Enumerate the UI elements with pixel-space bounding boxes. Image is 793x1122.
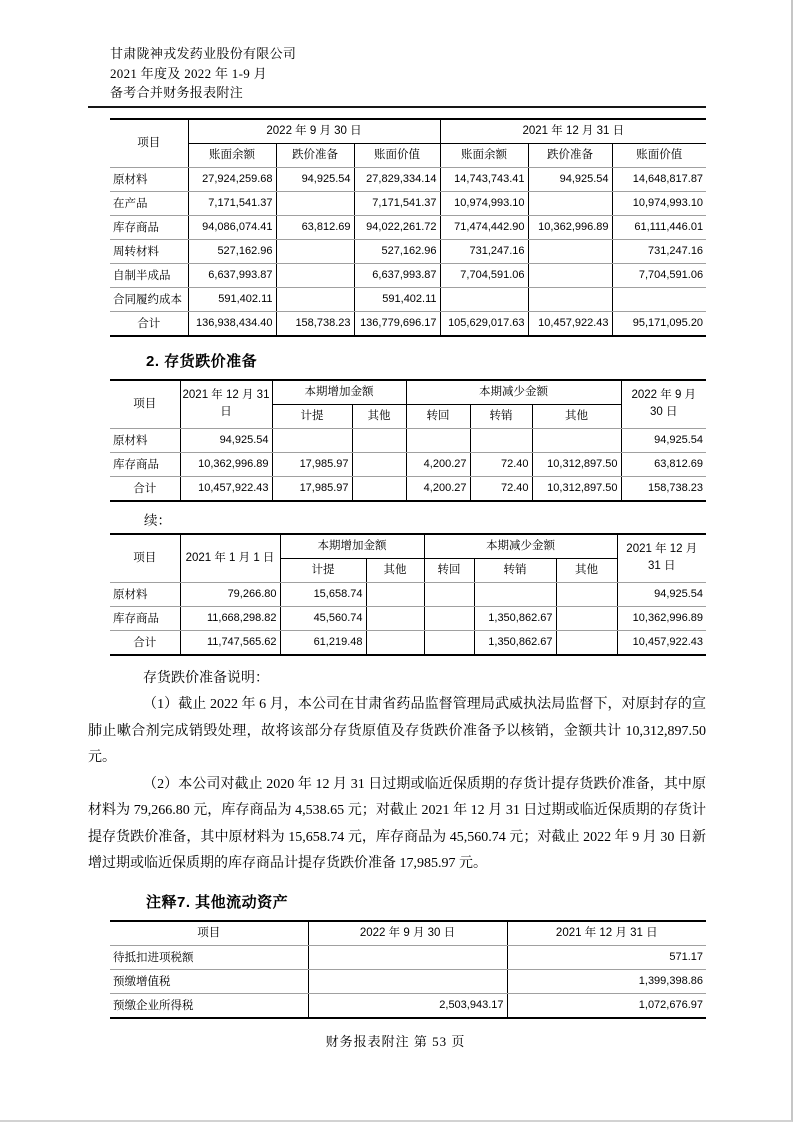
cell-value: 94,925.54: [276, 167, 354, 191]
cell-value: [528, 239, 612, 263]
cell-value: [366, 630, 424, 655]
col-header: 计提: [280, 558, 366, 582]
cell-value: 1,350,862.67: [474, 606, 556, 630]
cell-value: [276, 239, 354, 263]
row-label: 在产品: [110, 191, 188, 215]
cell-value: 94,925.54: [528, 167, 612, 191]
table-row: [110, 993, 706, 1018]
table-row: [110, 945, 706, 969]
cell-value: [366, 606, 424, 630]
col-header: 本期减少金额: [424, 534, 617, 559]
cell-value: 7,171,541.37: [354, 191, 440, 215]
cell-value: 10,457,922.43: [180, 476, 272, 501]
col-header: 转销: [470, 404, 532, 428]
cell-value: 94,086,074.41: [188, 215, 276, 239]
row-label: 待抵扣进项税额: [110, 945, 308, 969]
cell-value: 95,171,095.20: [612, 311, 706, 336]
row-label: 自制半成品: [110, 263, 188, 287]
table-row: [110, 606, 706, 630]
col-header: 其他: [556, 558, 617, 582]
cell-value: 63,812.69: [276, 215, 354, 239]
row-label: 原材料: [110, 582, 180, 606]
col-header: 计提: [272, 404, 352, 428]
cell-value: 158,738.23: [276, 311, 354, 336]
cell-value: 71,474,442.90: [440, 215, 528, 239]
cell-value: 10,457,922.43: [528, 311, 612, 336]
table-row: [110, 167, 706, 191]
col-header: 转销: [474, 558, 556, 582]
table-row: [110, 476, 706, 501]
cell-value: 591,402.11: [188, 287, 276, 311]
cell-value: [352, 452, 406, 476]
col-header: 项目: [110, 921, 308, 946]
cell-value: 571.17: [507, 945, 706, 969]
col-header: 账面余额: [440, 143, 528, 167]
cell-value: 105,629,017.63: [440, 311, 528, 336]
table-row: [110, 534, 706, 559]
cell-value: 4,200.27: [406, 452, 470, 476]
table-row: [110, 969, 706, 993]
report-title: 备考合并财务报表附注: [110, 85, 244, 100]
cell-value: [308, 969, 507, 993]
col-header: 2021 年 1 月 1 日: [180, 534, 280, 583]
cell-value: 10,362,996.89: [180, 452, 272, 476]
cell-value: 94,925.54: [617, 582, 706, 606]
report-period: 2021 年度及 2022 年 1-9 月: [110, 65, 267, 81]
col-header: 2021 年 12 月 31 日: [617, 534, 706, 583]
cell-value: [424, 582, 474, 606]
cell-value: 61,111,446.01: [612, 215, 706, 239]
cell-value: [474, 582, 556, 606]
cell-value: 15,658.74: [280, 582, 366, 606]
cell-value: 136,938,434.40: [188, 311, 276, 336]
note-paragraph-2: （2）本公司对截止 2020 年 12 月 31 日过期或临近保质期的存货计提存货跌价准备，其中原材料为 79,266.80 元，库存商品为 4,538.65 元；对截止 2021 年 12 月 31 日过期或临近保质期的存货计提存货跌价准备，其中原材料为 15,658.74 元，库存商品为 45,560.74 元；对截止 2022 年 9 月 30 日新增过期或临近保质期的库存商品计提存货跌价准备 17,985.97 元。: [88, 776, 706, 871]
cell-value: [424, 630, 474, 655]
cell-value: 1,350,862.67: [474, 630, 556, 655]
cell-value: [352, 476, 406, 501]
table-row: [110, 143, 706, 167]
col-header: 跌价准备: [528, 143, 612, 167]
cell-value: 27,924,259.68: [188, 167, 276, 191]
cell-value: 10,362,996.89: [617, 606, 706, 630]
col-header: 2021 年 12 月 31 日: [507, 921, 706, 946]
cell-value: 10,974,993.10: [440, 191, 528, 215]
table-row: [110, 215, 706, 239]
cell-value: 79,266.80: [180, 582, 280, 606]
cell-value: 6,637,993.87: [188, 263, 276, 287]
cell-value: [556, 630, 617, 655]
table-row: [110, 239, 706, 263]
cell-value: 14,743,743.41: [440, 167, 528, 191]
col-header: 账面价值: [612, 143, 706, 167]
cell-value: 527,162.96: [188, 239, 276, 263]
table-row: [110, 263, 706, 287]
cell-value: 136,779,696.17: [354, 311, 440, 336]
col-header: 转回: [406, 404, 470, 428]
cell-value: 10,312,897.50: [532, 476, 621, 501]
col-header: 本期减少金额: [406, 380, 621, 405]
cell-value: [366, 582, 424, 606]
cell-value: 27,829,334.14: [354, 167, 440, 191]
row-label: 预缴增值税: [110, 969, 308, 993]
header-rule: [88, 106, 706, 108]
other-current-assets-table: [110, 920, 706, 1019]
cell-value: [406, 428, 470, 452]
cell-value: 1,072,676.97: [507, 993, 706, 1018]
table-row: [110, 630, 706, 655]
other-current-assets-heading: 注释7. 其他流动资产: [146, 893, 289, 911]
row-label: 库存商品: [110, 215, 188, 239]
cell-value: 10,974,993.10: [612, 191, 706, 215]
col-header: 2022 年 9 月 30 日: [621, 380, 706, 429]
cell-value: 2,503,943.17: [308, 993, 507, 1018]
table-row: [110, 311, 706, 336]
cell-value: [308, 945, 507, 969]
col-header: 跌价准备: [276, 143, 354, 167]
col-header: 项目: [110, 534, 180, 583]
cell-value: 158,738.23: [621, 476, 706, 501]
col-header: 2022 年 9 月 30 日: [188, 119, 440, 144]
cell-value: [276, 263, 354, 287]
cell-value: [528, 287, 612, 311]
table-row: [110, 582, 706, 606]
cell-value: [352, 428, 406, 452]
cell-value: 61,219.48: [280, 630, 366, 655]
inventory-provision-heading: 2. 存货跌价准备: [146, 352, 258, 370]
cell-value: 10,457,922.43: [617, 630, 706, 655]
row-label: 库存商品: [110, 606, 180, 630]
row-label: 原材料: [110, 167, 188, 191]
cell-value: [528, 191, 612, 215]
cell-value: 94,925.54: [621, 428, 706, 452]
cell-value: 6,637,993.87: [354, 263, 440, 287]
cell-value: 731,247.16: [612, 239, 706, 263]
cell-value: 10,362,996.89: [528, 215, 612, 239]
cell-value: [470, 428, 532, 452]
cell-value: 527,162.96: [354, 239, 440, 263]
row-label: 预缴企业所得税: [110, 993, 308, 1018]
report-header: [110, 44, 706, 103]
cell-value: 731,247.16: [440, 239, 528, 263]
cell-value: 591,402.11: [354, 287, 440, 311]
cell-value: [272, 428, 352, 452]
table-row: [110, 119, 706, 144]
table-row: [110, 428, 706, 452]
cell-value: [424, 606, 474, 630]
row-label: 原材料: [110, 428, 180, 452]
col-header: 2022 年 9 月 30 日: [308, 921, 507, 946]
col-header: 2021 年 12 月 31 日: [440, 119, 706, 144]
col-header: 本期增加金额: [280, 534, 424, 559]
col-header: 账面价值: [354, 143, 440, 167]
col-header: 2021 年 12 月 31 日: [180, 380, 272, 429]
row-label: 合同履约成本: [110, 287, 188, 311]
cell-value: [612, 287, 706, 311]
table-row: [110, 191, 706, 215]
row-label: 合计: [110, 630, 180, 655]
cell-value: 4,200.27: [406, 476, 470, 501]
provision-notes: [88, 666, 706, 878]
cell-value: 94,022,261.72: [354, 215, 440, 239]
cell-value: [440, 287, 528, 311]
table-row: [110, 452, 706, 476]
col-header: 账面余额: [188, 143, 276, 167]
cell-value: 72.40: [470, 476, 532, 501]
cell-value: 45,560.74: [280, 606, 366, 630]
cell-value: [276, 287, 354, 311]
cell-value: 63,812.69: [621, 452, 706, 476]
note-intro: 存货跌价准备说明：: [143, 670, 269, 686]
row-label: 合计: [110, 311, 188, 336]
col-header: 项目: [110, 380, 180, 429]
row-label: 合计: [110, 476, 180, 501]
cell-value: 14,648,817.87: [612, 167, 706, 191]
cell-value: 10,312,897.50: [532, 452, 621, 476]
col-header: 其他: [366, 558, 424, 582]
cell-value: 1,399,398.86: [507, 969, 706, 993]
col-header: 其他: [532, 404, 621, 428]
cell-value: 72.40: [470, 452, 532, 476]
cell-value: [276, 191, 354, 215]
continuation-label: 续：: [144, 512, 171, 528]
col-header: 其他: [352, 404, 406, 428]
cell-value: [532, 428, 621, 452]
cell-value: 11,747,565.62: [180, 630, 280, 655]
provision-prior-period-table: [110, 533, 706, 656]
cell-value: 94,925.54: [180, 428, 272, 452]
table-row: [110, 921, 706, 946]
cell-value: 11,668,298.82: [180, 606, 280, 630]
note-paragraph-1: （1）截止 2022 年 6 月，本公司在甘肃省药品监督管理局武威执法局监督下，对原封存的宣肺止嗽合剂完成销毁处理，故将该部分存货原值及存货跌价准备予以核销，金额共计 10,312,897.50 元。: [88, 697, 706, 765]
table-row: [110, 287, 706, 311]
row-label: 库存商品: [110, 452, 180, 476]
page-footer: 财务报表附注 第 53 页: [325, 1034, 466, 1049]
cell-value: 7,171,541.37: [188, 191, 276, 215]
inventory-balance-table: [110, 118, 706, 337]
cell-value: 7,704,591.06: [612, 263, 706, 287]
col-header: 本期增加金额: [272, 380, 406, 405]
table-row: [110, 380, 706, 405]
cell-value: 7,704,591.06: [440, 263, 528, 287]
row-label: 周转材料: [110, 239, 188, 263]
cell-value: [556, 582, 617, 606]
col-header: 项目: [110, 119, 188, 168]
cell-value: 17,985.97: [272, 452, 352, 476]
cell-value: [556, 606, 617, 630]
company-name: 甘肃陇神戎发药业股份有限公司: [110, 46, 297, 61]
cell-value: 17,985.97: [272, 476, 352, 501]
provision-current-period-table: [110, 379, 706, 502]
col-header: 转回: [424, 558, 474, 582]
cell-value: [528, 263, 612, 287]
